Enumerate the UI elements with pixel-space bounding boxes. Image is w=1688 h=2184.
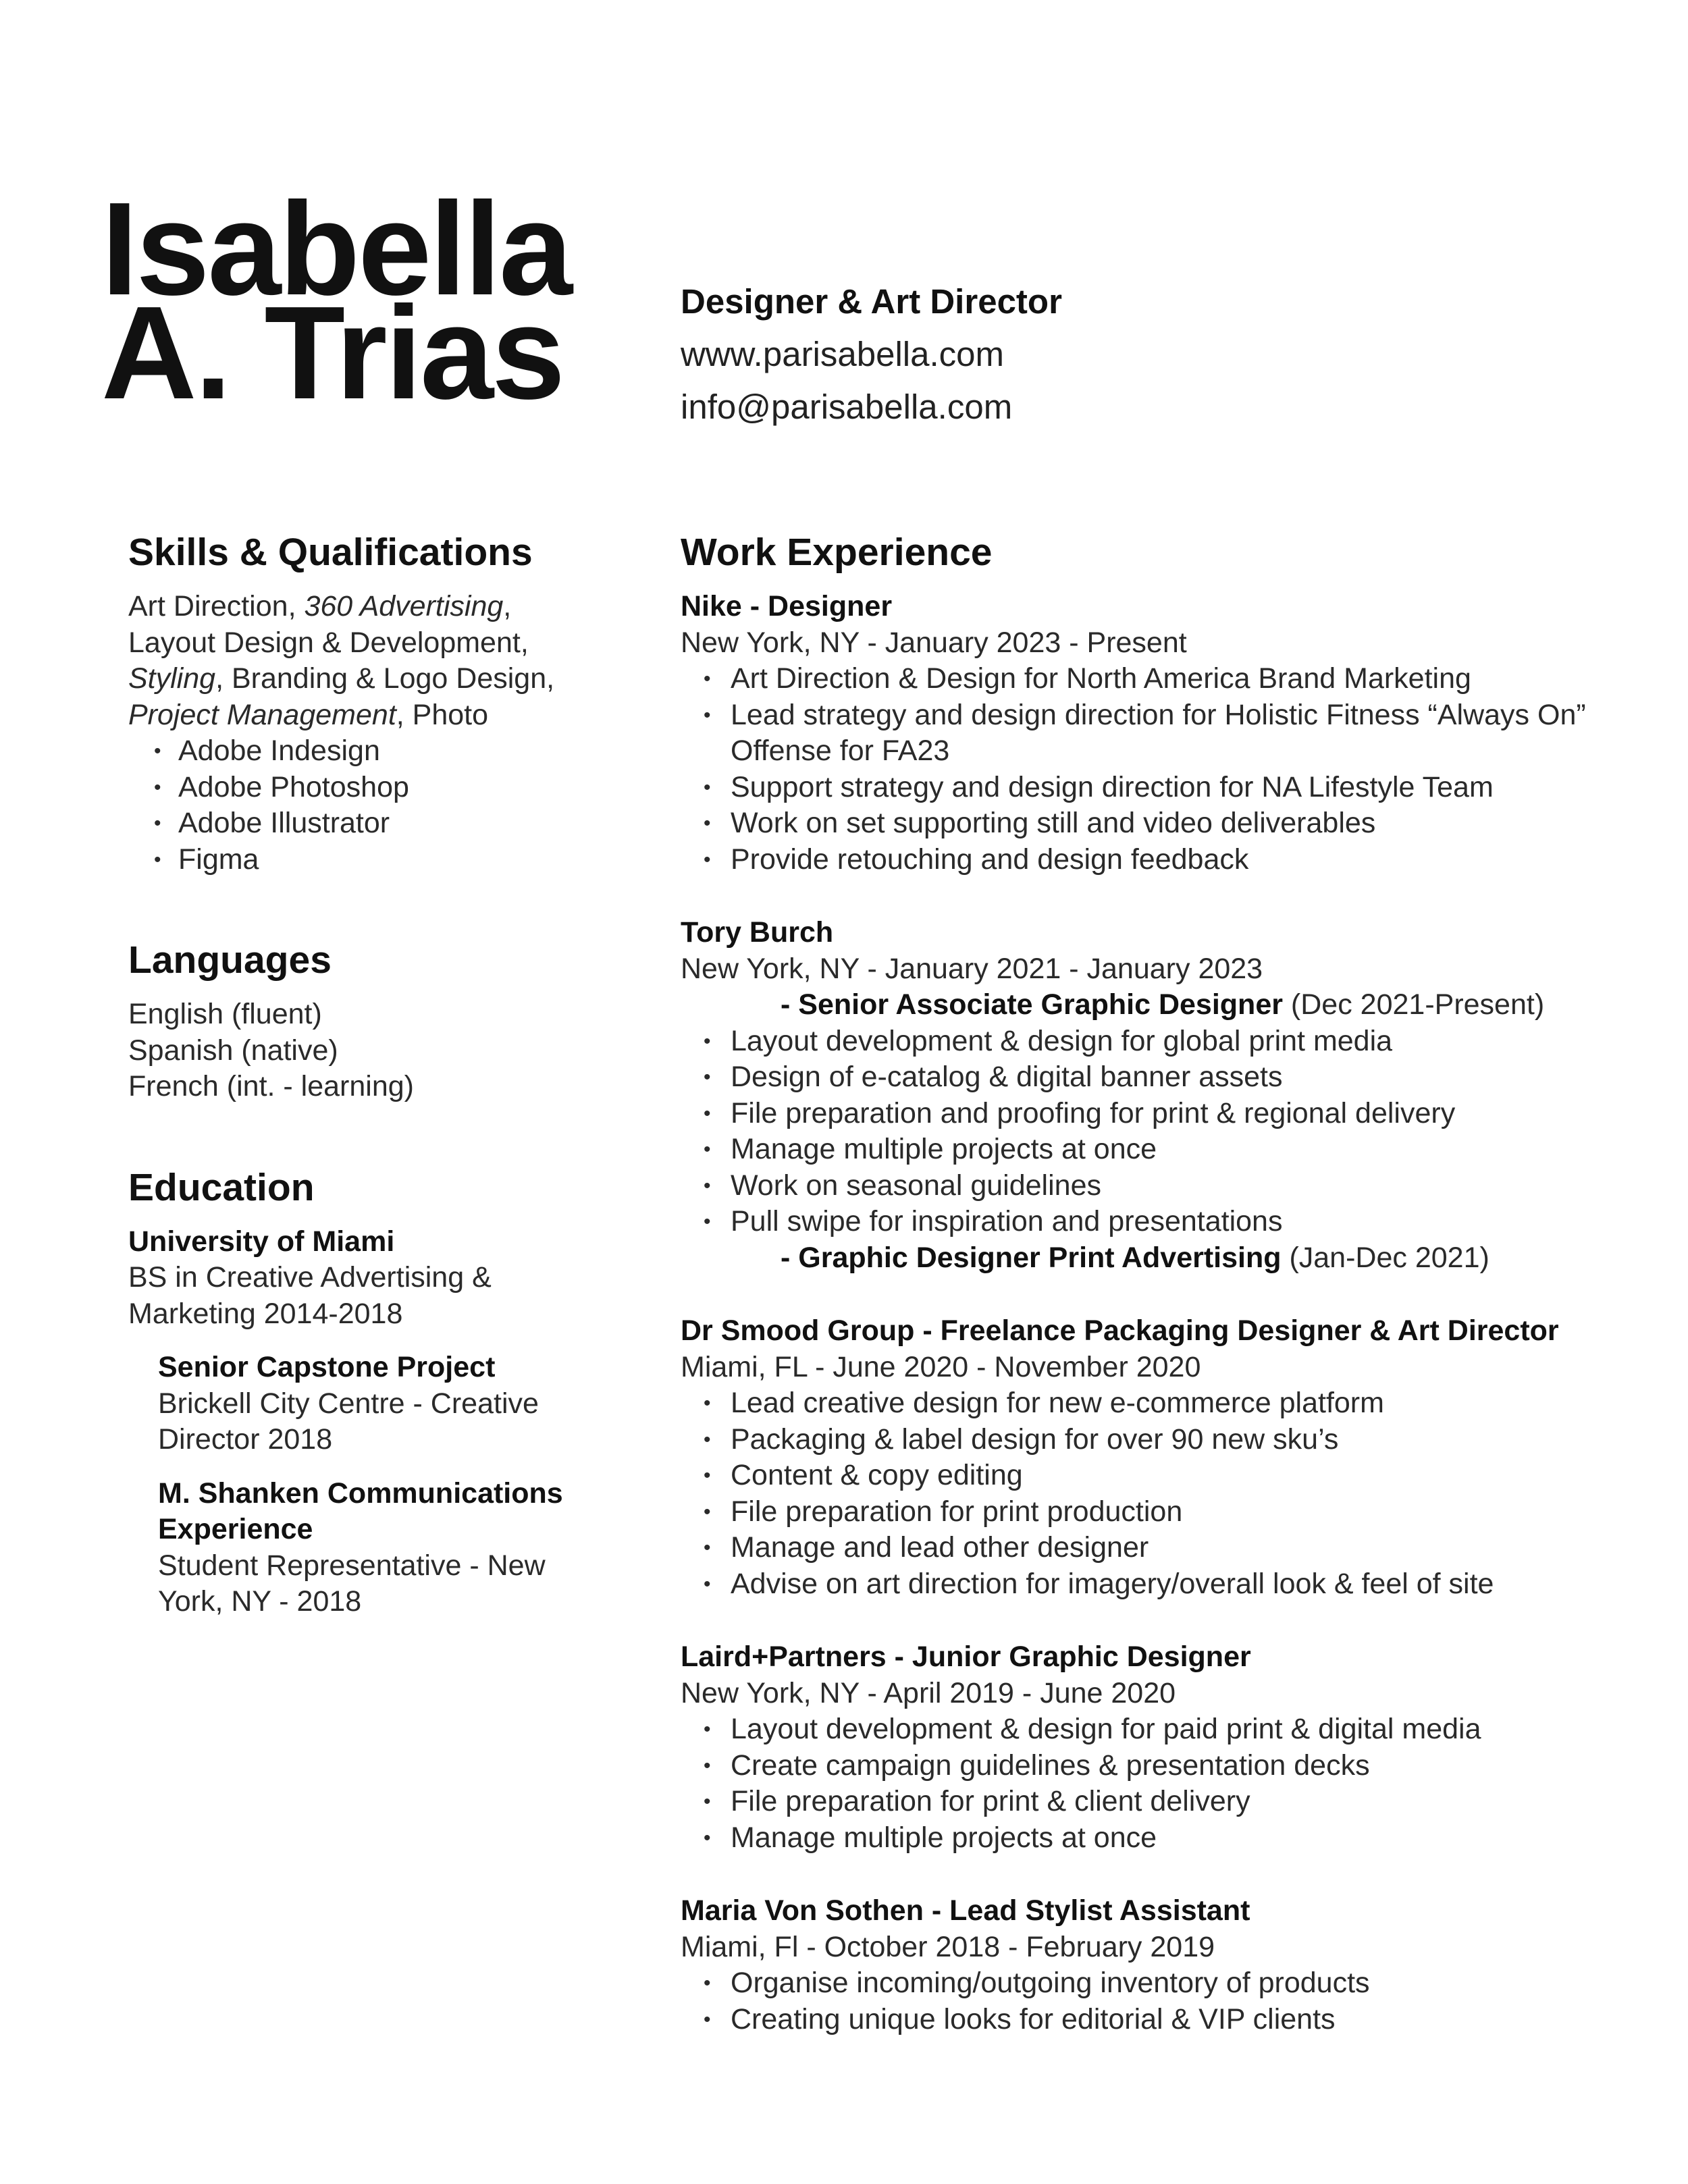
- list-item: • Pull swipe for inspiration and presentations: [681, 1204, 1639, 1240]
- tools-list: [128, 733, 614, 878]
- capstone-line: Director 2018: [158, 1423, 333, 1456]
- languages-heading: Languages: [128, 938, 332, 982]
- list-item: • Adobe Illustrator: [128, 805, 614, 842]
- skills-summary: Art Direction, 360 Advertising, Layout Design & Development, Styling, Branding & Logo Design, Project Management, Photo: [128, 590, 555, 731]
- education-heading: Education: [128, 1165, 315, 1209]
- website-link[interactable]: www.parisabella.com: [681, 335, 1005, 373]
- degree-line: Marketing 2014-2018: [128, 1297, 403, 1330]
- job-dr-smood: [681, 1313, 1639, 1602]
- capstone-line: Brickell City Centre - Creative: [158, 1387, 539, 1420]
- job-meta: Miami, Fl - October 2018 - February 2019: [681, 1930, 1215, 1963]
- job-bullets: [681, 1023, 1639, 1240]
- shanken-line: York, NY - 2018: [158, 1585, 362, 1618]
- language-item: English (fluent): [128, 998, 322, 1030]
- list-item: • Layout development & design for global print media: [681, 1023, 1639, 1060]
- job-meta: New York, NY - January 2021 - January 2023: [681, 952, 1263, 985]
- shanken-title: M. Shanken Communications: [158, 1476, 563, 1510]
- list-item: • Manage and lead other designer: [681, 1530, 1639, 1566]
- list-item: • Create campaign guidelines & presentation decks: [681, 1748, 1639, 1784]
- sub-role: - Graphic Designer Print Advertising (Jan-Dec 2021): [781, 1241, 1489, 1274]
- capstone-block: [128, 1350, 614, 1620]
- school-name: University of Miami: [128, 1225, 395, 1258]
- job-title: Dr Smood Group - Freelance Packaging Designer & Art Director: [681, 1314, 1559, 1347]
- job-meta: New York, NY - April 2019 - June 2020: [681, 1676, 1176, 1709]
- list-item: • Art Direction & Design for North America Brand Marketing: [681, 661, 1639, 697]
- job-meta: Miami, FL - June 2020 - November 2020: [681, 1350, 1201, 1383]
- job-title: Laird+Partners - Junior Graphic Designer: [681, 1641, 1251, 1673]
- list-item: • Lead creative design for new e-commerce platform: [681, 1385, 1639, 1422]
- skills-heading: Skills & Qualifications: [128, 531, 533, 574]
- list-item: • File preparation for print production: [681, 1494, 1639, 1530]
- first-name: Isabella: [101, 175, 571, 323]
- job-bullets: [681, 1711, 1639, 1856]
- work-heading: Work Experience: [681, 531, 993, 574]
- list-item: • Manage multiple projects at once: [681, 1131, 1639, 1168]
- job-bullets: [681, 1965, 1639, 2037]
- job-title: Nike - Designer: [681, 590, 893, 622]
- education-section: [128, 1161, 614, 1620]
- list-item: • Design of e-catalog & digital banner assets: [681, 1059, 1639, 1096]
- language-item: French (int. - learning): [128, 1070, 414, 1102]
- skills-section: [128, 525, 614, 878]
- list-item: • Adobe Indesign: [128, 733, 614, 770]
- job-laird-partners: [681, 1639, 1639, 1856]
- left-column: [128, 525, 614, 1620]
- candidate-name: [101, 175, 571, 427]
- list-item: • Adobe Photoshop: [128, 770, 614, 806]
- right-column: [681, 525, 1639, 2075]
- list-item: • Figma: [128, 842, 614, 878]
- list-item: • File preparation for print & client delivery: [681, 1784, 1639, 1820]
- list-item: • Advise on art direction for imagery/overall look & feel of site: [681, 1566, 1639, 1603]
- list-item: • Layout development & design for paid print & digital media: [681, 1711, 1639, 1748]
- list-item: • Creating unique looks for editorial & VIP clients: [681, 2002, 1639, 2038]
- language-item: Spanish (native): [128, 1034, 338, 1067]
- list-item: • Packaging & label design for over 90 new sku’s: [681, 1422, 1639, 1458]
- degree-line: BS in Creative Advertising &: [128, 1261, 492, 1294]
- list-item: • Lead strategy and design direction for Holistic Fitness “Always On” Offense for FA23: [681, 697, 1639, 770]
- shanken-title: Experience: [158, 1513, 313, 1545]
- list-item: • Content & copy editing: [681, 1458, 1639, 1494]
- list-item: • Support strategy and design direction for NA Lifestyle Team: [681, 770, 1639, 806]
- job-title: Designer & Art Director: [681, 282, 1062, 321]
- last-name: A. Trias: [101, 279, 564, 427]
- list-item: • Provide retouching and design feedback: [681, 842, 1639, 878]
- job-title: Tory Burch: [681, 916, 834, 949]
- job-bullets: [681, 1385, 1639, 1602]
- contact-block: [681, 275, 1062, 433]
- job-nike: [681, 589, 1639, 878]
- list-item: • Work on set supporting still and video deliverables: [681, 805, 1639, 842]
- job-maria-von-sothen: [681, 1893, 1639, 2037]
- email-link[interactable]: info@parisabella.com: [681, 388, 1013, 426]
- languages-section: [128, 933, 614, 1105]
- list-item: • Work on seasonal guidelines: [681, 1168, 1639, 1204]
- list-item: • File preparation and proofing for print & regional delivery: [681, 1096, 1639, 1132]
- job-tory-burch: [681, 915, 1639, 1276]
- sub-role: - Senior Associate Graphic Designer (Dec 2021-Present): [781, 988, 1545, 1021]
- shanken-line: Student Representative - New: [158, 1549, 546, 1582]
- list-item: • Manage multiple projects at once: [681, 1820, 1639, 1857]
- list-item: • Organise incoming/outgoing inventory of products: [681, 1965, 1639, 2002]
- job-bullets: [681, 661, 1639, 878]
- job-title: Maria Von Sothen - Lead Stylist Assistant: [681, 1894, 1250, 1927]
- job-meta: New York, NY - January 2023 - Present: [681, 626, 1187, 659]
- capstone-title: Senior Capstone Project: [158, 1351, 496, 1383]
